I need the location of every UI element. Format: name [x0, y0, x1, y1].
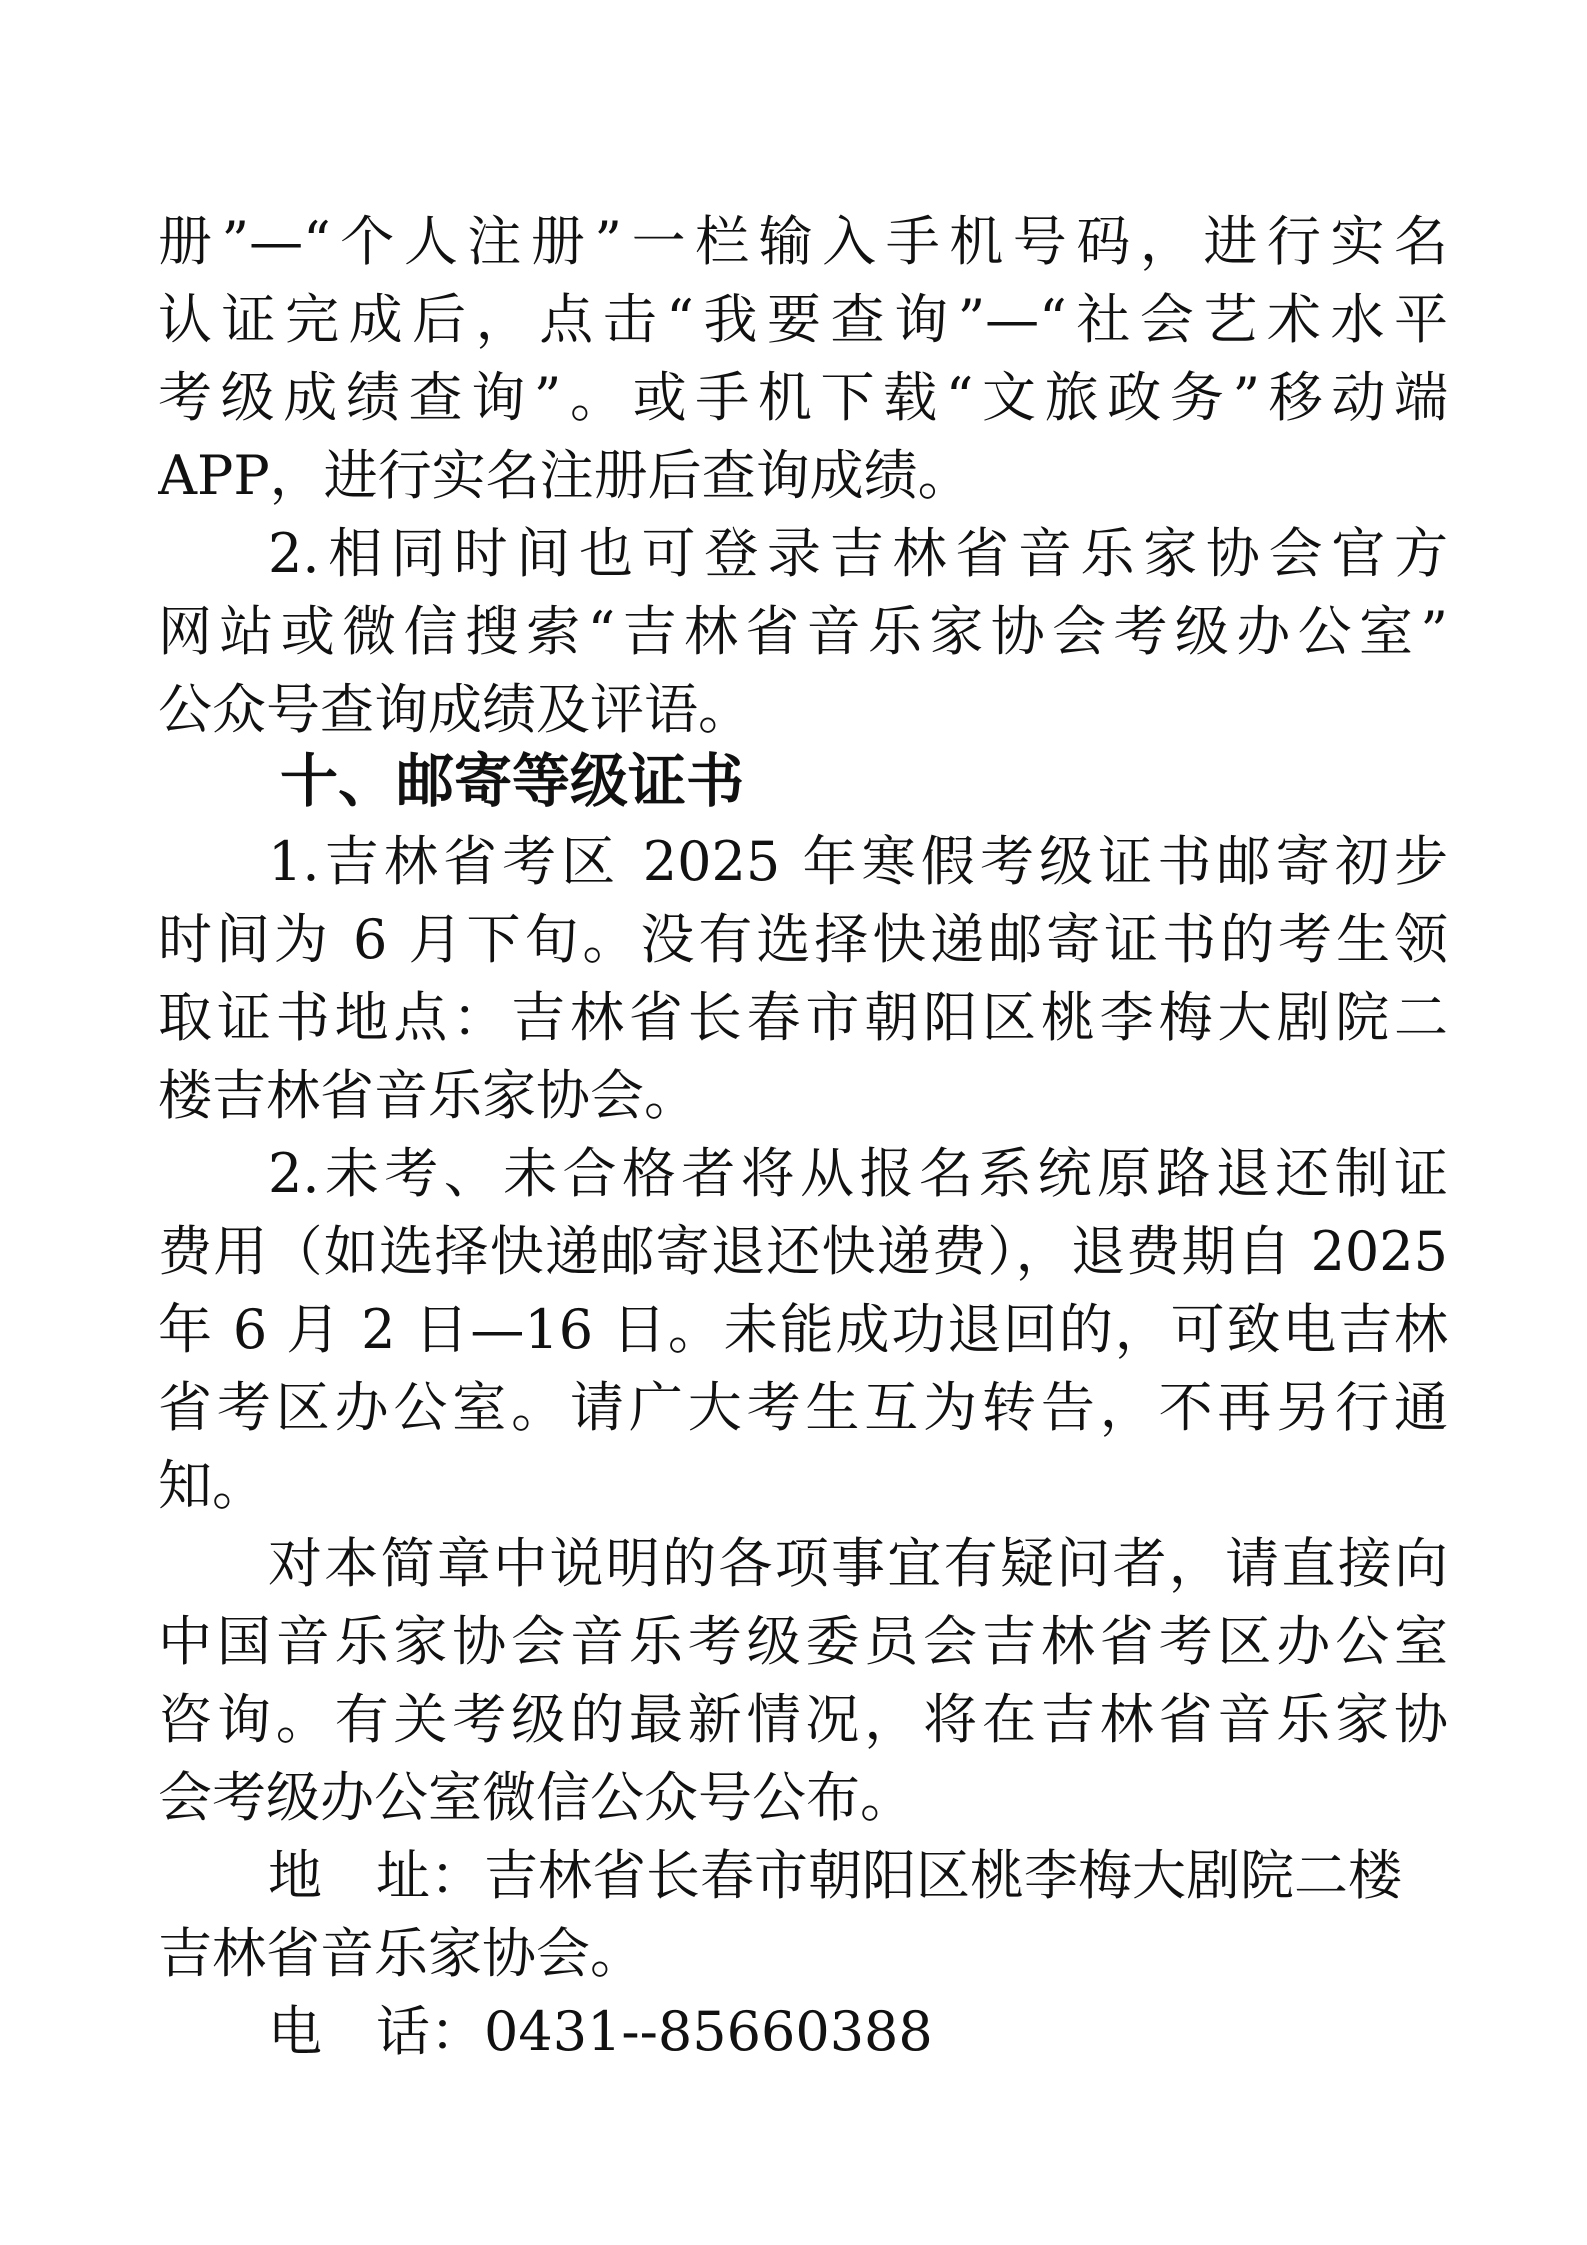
text-line: 认证完成后，点击“我要查询”—“社会艺术水平 — [158, 288, 1448, 351]
text-line: 取证书地点：吉林省长春市朝阳区桃李梅大剧院二 — [158, 986, 1448, 1049]
text-line: 网站或微信搜索“吉林省音乐家协会考级办公室” — [158, 600, 1448, 663]
text-line: 会考级办公室微信公众号公布。 — [158, 1766, 914, 1829]
phone-label-b: 话： — [376, 2000, 484, 2063]
text-line: 时间为 6 月下旬。没有选择快递邮寄证书的考生领 — [158, 908, 1448, 971]
text-line: 2.未考、未合格者将从报名系统原路退还制证 — [268, 1142, 1448, 1205]
text-line: 省考区办公室。请广大考生互为转告，不再另行通 — [158, 1376, 1448, 1439]
text-line: 册”—“个人注册”一栏输入手机号码，进行实名 — [158, 210, 1448, 273]
text-line: 费用（如选择快递邮寄退还快递费），退费期自 2025 — [158, 1220, 1448, 1283]
phone-line — [268, 2000, 1448, 2064]
text-line: 知。 — [158, 1454, 266, 1517]
text-line: 公众号查询成绩及评语。 — [158, 678, 752, 741]
text-line: 年 6 月 2 日—16 日。未能成功退回的，可致电吉林 — [158, 1298, 1448, 1361]
text-line: 2.相同时间也可登录吉林省音乐家协会官方 — [268, 522, 1448, 585]
text-line: 咨询。有关考级的最新情况，将在吉林省音乐家协 — [158, 1688, 1448, 1751]
text-line: 中国音乐家协会音乐考级委员会吉林省考区办公室 — [158, 1610, 1448, 1673]
text-line: APP，进行实名注册后查询成绩。 — [158, 444, 972, 507]
address-line-2: 吉林省音乐家协会。 — [158, 1922, 644, 1985]
text-line: 楼吉林省音乐家协会。 — [158, 1064, 698, 1127]
address-label-a: 地 — [268, 1844, 322, 1907]
phone-value: 0431--85660388 — [484, 2000, 933, 2063]
text-line: 1.吉林省考区 2025 年寒假考级证书邮寄初步 — [268, 830, 1448, 893]
text-line: 考级成绩查询”。或手机下载“文旅政务”移动端 — [158, 366, 1448, 429]
text-line: 对本简章中说明的各项事宜有疑问者，请直接向 — [268, 1532, 1448, 1595]
address-label-b: 址： — [376, 1844, 484, 1907]
section-heading: 十、邮寄等级证书 — [280, 747, 745, 815]
address-value: 吉林省长春市朝阳区桃李梅大剧院二楼 — [484, 1844, 1402, 1907]
address-line — [268, 1844, 1448, 1908]
phone-label-a: 电 — [268, 2000, 322, 2063]
